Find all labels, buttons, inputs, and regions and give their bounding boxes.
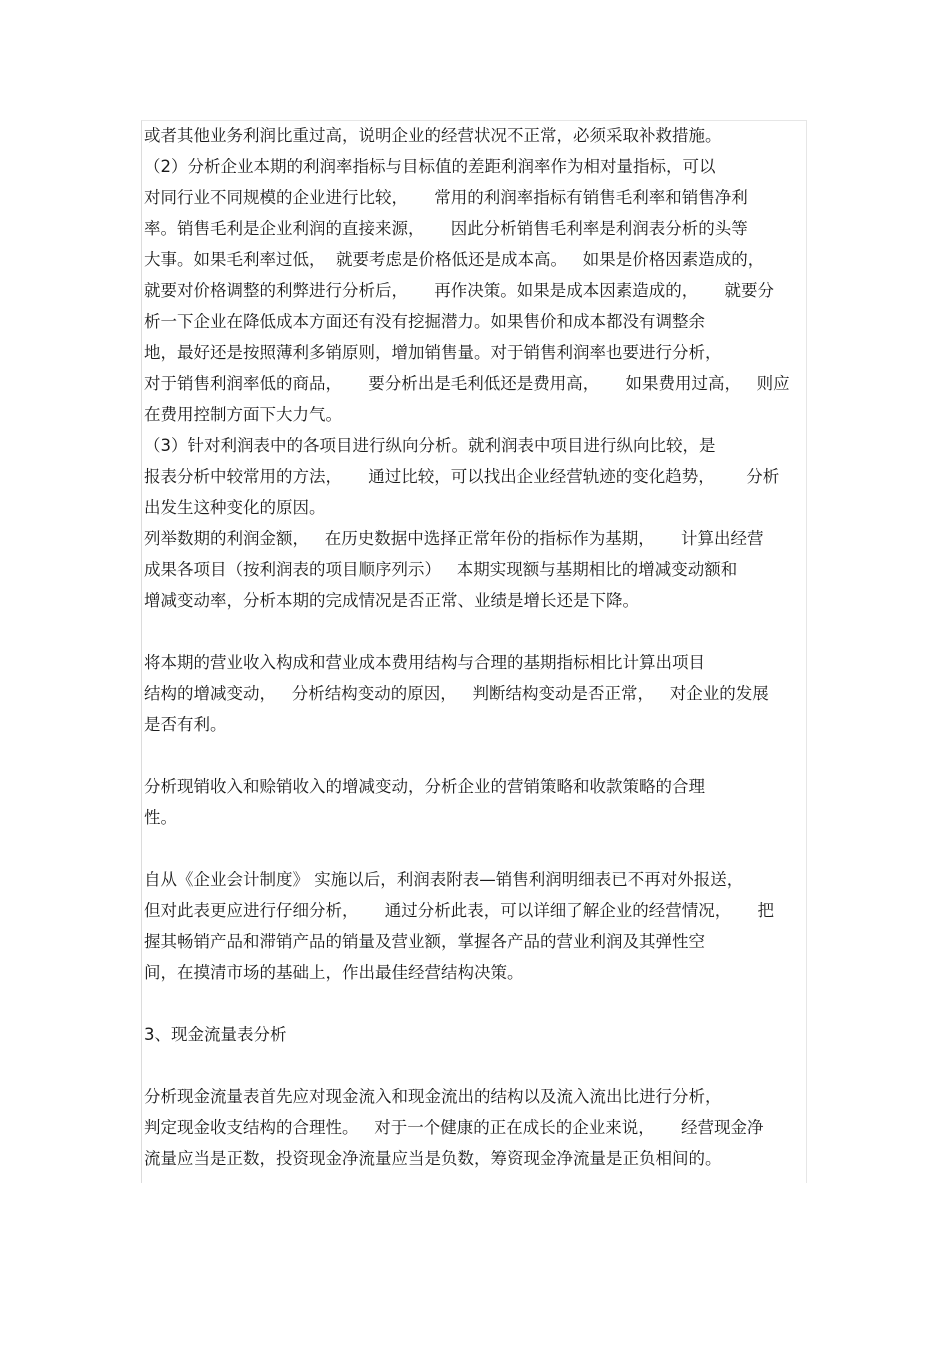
blank-line	[144, 740, 806, 771]
text-line: 就要对价格调整的利弊进行分析后， 再作决策。如果是成本因素造成的， 就要分	[144, 281, 774, 300]
blank-line	[144, 1050, 806, 1081]
text-line: 析一下企业在降低成本方面还有没有挖掘潜力。如果售价和成本都没有调整余	[144, 312, 705, 331]
document-body	[144, 120, 806, 1174]
text-line: 大事。如果毛利率过低， 就要考虑是价格低还是成本高。 如果是价格因素造成的，	[144, 250, 765, 269]
blank-line	[144, 988, 806, 1019]
text-line: 分析现销收入和赊销收入的增减变动，分析企业的营销策略和收款策略的合理	[144, 777, 705, 796]
text-line: 成果各项目（按利润表的项目顺序列示） 本期实现额与基期相比的增减变动额和	[144, 560, 738, 579]
text-line: 率。销售毛利是企业利润的直接来源， 因此分析销售毛利率是利润表分析的头等	[144, 219, 748, 238]
text-line: 出发生这种变化的原因。	[144, 498, 326, 517]
text-line: 分析现金流量表首先应对现金流入和现金流出的结构以及流入流出比进行分析，	[144, 1087, 722, 1106]
text-line: 列举数期的利润金额， 在历史数据中选择正常年份的指标作为基期， 计算出经营	[144, 529, 764, 548]
text-line: 增减变动率，分析本期的完成情况是否正常、业绩是增长还是下降。	[144, 591, 639, 610]
text-line: 是否有利。	[144, 715, 227, 734]
text-line: 将本期的营业收入构成和营业成本费用结构与合理的基期指标相比计算出项目	[144, 653, 705, 672]
text-line: 或者其他业务利润比重过高，说明企业的经营状况不正常，必须采取补救措施。	[144, 126, 722, 145]
blank-line	[144, 616, 806, 647]
text-line: 对同行业不同规模的企业进行比较， 常用的利润率指标有销售毛利率和销售净利	[144, 188, 748, 207]
blank-line	[144, 833, 806, 864]
text-line: 间，在摸清市场的基础上，作出最佳经营结构决策。	[144, 963, 524, 982]
text-line: 握其畅销产品和滞销产品的销量及营业额，掌握各产品的营业利润及其弹性空	[144, 932, 705, 951]
text-line: （2）分析企业本期的利润率指标与目标值的差距利润率作为相对量指标，可以	[144, 157, 716, 176]
text-line: 对于销售利润率低的商品， 要分析出是毛利低还是费用高， 如果费用过高， 则应	[144, 374, 790, 393]
text-line: 自从《企业会计制度》 实施以后，利润表附表—销售利润明细表已不再对外报送，	[144, 870, 744, 889]
text-line: 性。	[144, 808, 177, 827]
section-heading: 3、现金流量表分析	[144, 1025, 287, 1044]
text-line: 地，最好还是按照薄利多销原则，增加销售量。对于销售利润率也要进行分析，	[144, 343, 722, 362]
text-line: 结构的增减变动， 分析结构变动的原因， 判断结构变动是否正常， 对企业的发展	[144, 684, 769, 703]
text-line: 判定现金收支结构的合理性。 对于一个健康的正在成长的企业来说， 经营现金净	[144, 1118, 764, 1137]
text-line: 在费用控制方面下大力气。	[144, 405, 342, 424]
text-line: 流量应当是正数，投资现金净流量应当是负数，筹资现金净流量是正负相间的。	[144, 1149, 722, 1168]
text-line: （3）针对利润表中的各项目进行纵向分析。就利润表中项目进行纵向比较，是	[144, 436, 716, 455]
text-line: 报表分析中较常用的方法， 通过比较，可以找出企业经营轨迹的变化趋势， 分析	[144, 467, 780, 486]
text-line: 但对此表更应进行仔细分析， 通过分析此表，可以详细了解企业的经营情况， 把	[144, 901, 774, 920]
